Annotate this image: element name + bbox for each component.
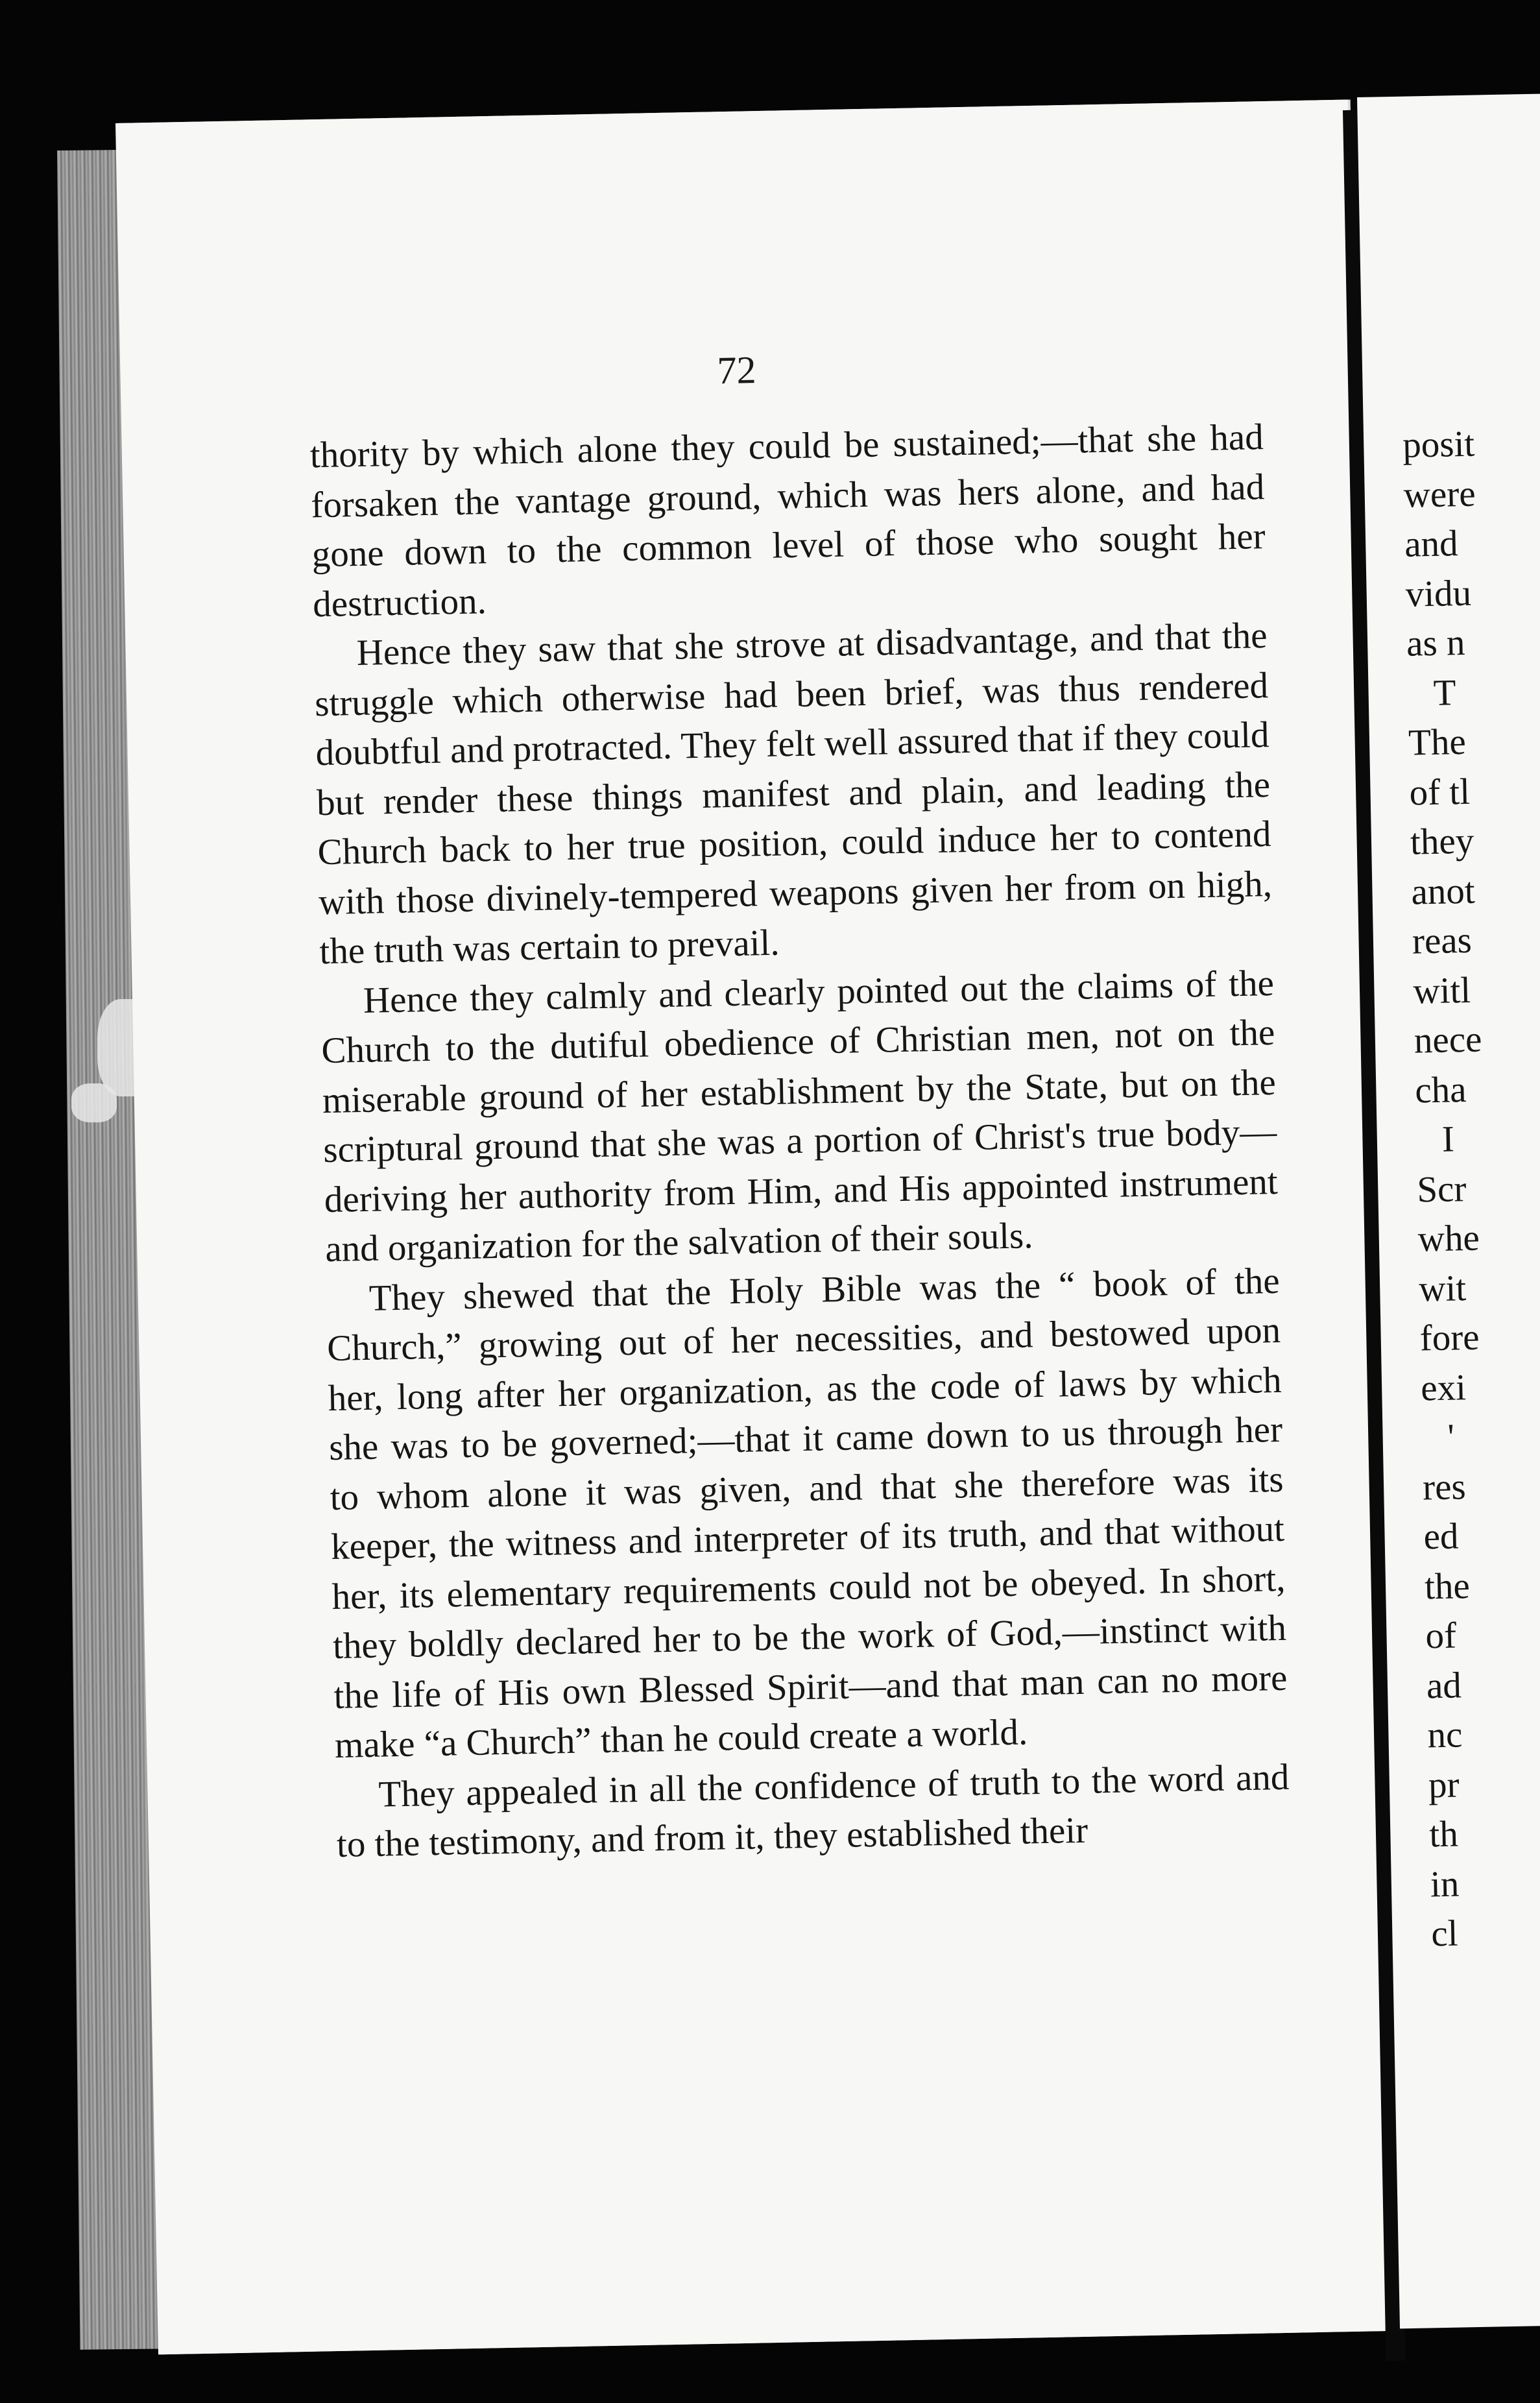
facing-fragment: nece <box>1414 1019 1482 1061</box>
facing-fragment: they <box>1410 820 1474 863</box>
facing-fragment: ad <box>1426 1664 1462 1706</box>
facing-fragment: cha <box>1414 1069 1467 1111</box>
facing-fragment: ' <box>1447 1416 1455 1458</box>
paragraph-2: Hence they saw that she strove at disadvantage, and that the struggle which otherwise had been brief, was thus rendered doubtful and protracted. They felt well assured that if they could but render these things manifest and plain, and leading the Church back to her true position, could induce her to contend with those divinely-tempered weapons given her from on high, the truth was certain to prevail. <box>314 615 1273 972</box>
facing-fragment: pr <box>1428 1763 1460 1805</box>
facing-fragment: as n <box>1406 622 1466 664</box>
facing-fragment: anot <box>1410 870 1476 913</box>
paragraph-1: thority by which alone they could be sustained;—that she had forsaken the vantage ground, which was hers alone, and had gone down to the common level of those who sought her destruction. <box>309 417 1266 625</box>
facing-fragment: the <box>1424 1565 1471 1607</box>
facing-fragment: nc <box>1426 1714 1463 1756</box>
facing-fragment: T <box>1433 671 1457 714</box>
facing-fragment: of <box>1425 1615 1457 1657</box>
facing-fragment: th <box>1428 1813 1459 1855</box>
facing-fragment: witl <box>1412 969 1471 1012</box>
facing-fragment: and <box>1404 523 1459 565</box>
facing-page-text <box>1402 413 1540 1959</box>
facing-fragment: in <box>1430 1863 1460 1905</box>
facing-fragment: exi <box>1420 1366 1467 1408</box>
paragraph-5: They appealed in all the confidence of truth to the word and to the testimony, and from it, they established their <box>336 1756 1290 1865</box>
page-edge-stain <box>71 1083 117 1122</box>
facing-fragment: I <box>1441 1118 1455 1160</box>
facing-fragment: wit <box>1418 1267 1467 1310</box>
facing-fragment: vidu <box>1405 572 1472 615</box>
paragraph-4: They shewed that the Holy Bible was the “ book of the Church,” growing out of her necessities, and bestowed upon her, long after her organization, as the code of laws by which she was to be governed;—that it came down to us through her to whom alone it was given, and that she therefore was its keeper, the witness and interpreter of its truth, and that without her, its elementary requirements could not be obeyed. In short, they boldly declared her to be the work of God,—instinct with the life of His own Blessed Spirit—and that man can no more make “a Church” than he could create a world. <box>326 1260 1288 1766</box>
facing-fragment: of tl <box>1408 771 1471 814</box>
facing-fragment: ed <box>1423 1515 1460 1558</box>
facing-fragment: The <box>1408 721 1467 764</box>
left-page <box>115 100 1391 2355</box>
facing-fragment: fore <box>1419 1316 1480 1359</box>
facing-fragment: Scr <box>1416 1168 1467 1211</box>
facing-fragment: cl <box>1430 1913 1459 1955</box>
facing-fragment: whe <box>1417 1217 1480 1260</box>
body-text <box>309 413 1290 1870</box>
facing-fragment: res <box>1422 1466 1467 1508</box>
facing-fragment: were <box>1403 473 1476 516</box>
facing-fragment: posit <box>1402 423 1475 466</box>
facing-fragment: reas <box>1412 919 1473 962</box>
page-number: 72 <box>716 348 757 392</box>
paragraph-3: Hence they calmly and clearly pointed out the claims of the Church to the dutiful obedience of Christian men, not on the miserable ground of her establishment by the State, but on the scriptural ground that she was a portion of Christ's true body—deriving her authority from Him, and His appointed instrument and organization for the salvation of their souls. <box>320 962 1279 1270</box>
